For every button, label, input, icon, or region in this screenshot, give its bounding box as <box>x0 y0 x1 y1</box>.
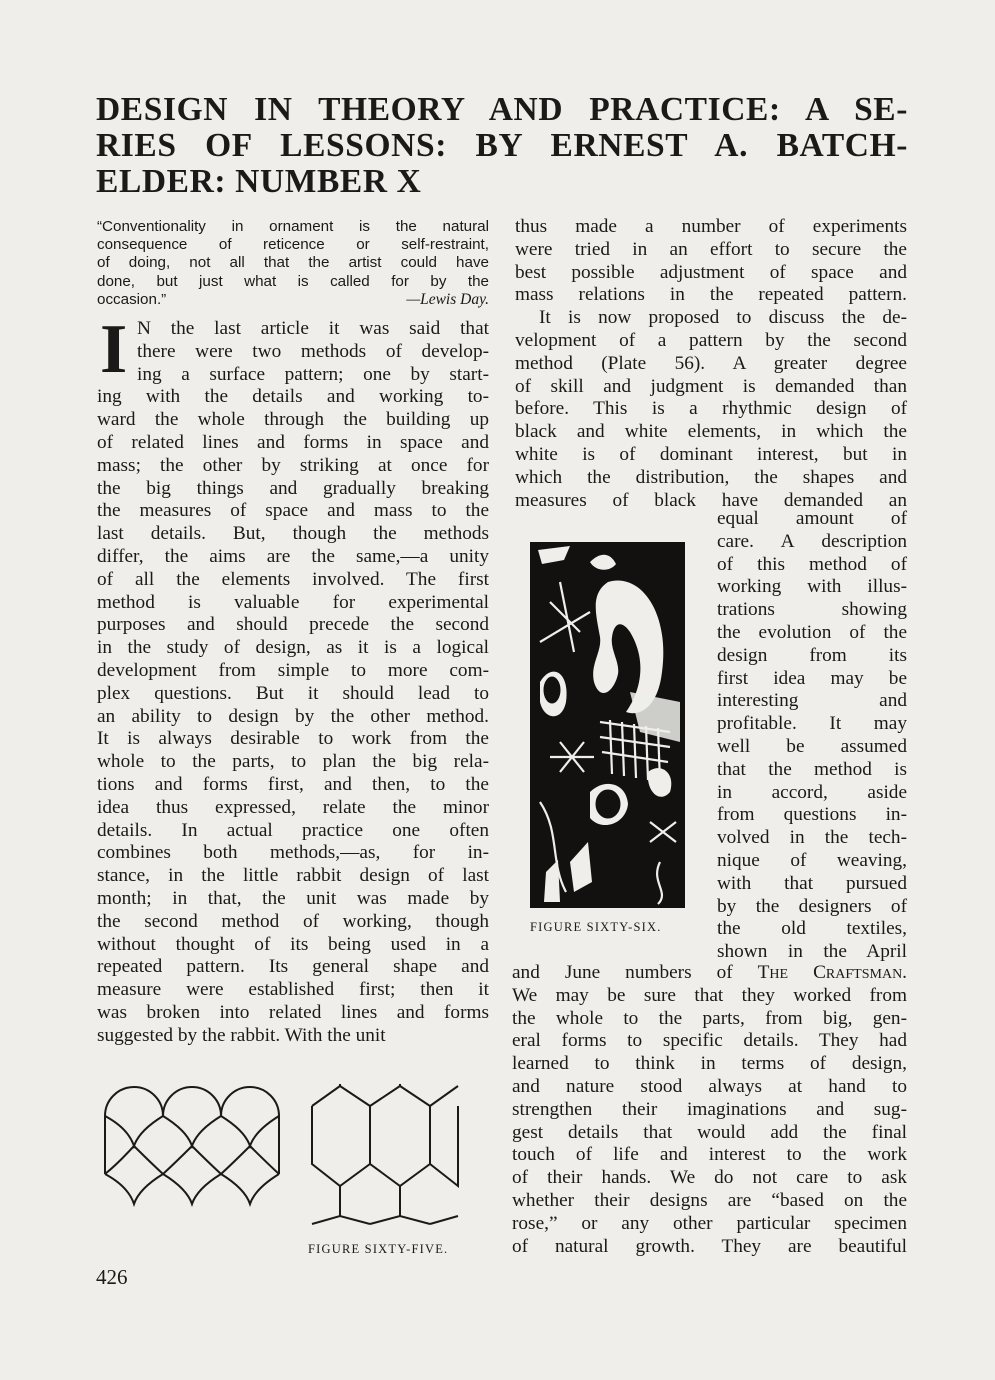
figure-65-illustration <box>100 1084 475 1229</box>
title-line: DESIGN IN THEORY AND PRACTICE: A SE- <box>96 91 908 128</box>
text-line: interesting and <box>717 690 907 712</box>
text-line: working with illus- <box>717 576 907 598</box>
text-line: ward the whole through the building up <box>97 409 489 431</box>
text-line: and nature stood always at hand to <box>512 1075 907 1097</box>
text-line: of related lines and forms in space and <box>97 431 489 453</box>
text-line: of natural growth. They are beautiful <box>512 1235 907 1257</box>
text-line: stance, in the little rabbit design of last <box>97 865 489 887</box>
right-column-wrap <box>717 508 907 964</box>
text-line: method (Plate 56). A greater degree <box>515 352 907 374</box>
text-line: differ, the aims are the same,—a unity <box>97 545 489 567</box>
epigraph-line: of doing, not all that the artist could have <box>97 254 489 272</box>
text-line: equal amount of <box>717 508 907 529</box>
text-line: idea thus expressed, relate the minor <box>97 796 489 818</box>
text-line: the evolution of the <box>717 621 907 643</box>
text-line: month; in that, the unit was made by <box>97 887 489 909</box>
text-line: method is valuable for experimental <box>97 591 489 613</box>
text-line: design from its <box>717 644 907 666</box>
text-line: from questions in- <box>717 804 907 826</box>
text-line: there were two methods of develop- <box>137 340 489 362</box>
figure-66-caption: FIGURE SIXTY-SIX. <box>530 920 662 934</box>
title-line: ELDER: NUMBER X <box>96 163 422 200</box>
text-line: repeated pattern. Its general shape and <box>97 956 489 978</box>
text-line: with that pursued <box>717 872 907 894</box>
epigraph-line: consequence of reticence or self-restraint, <box>97 236 489 254</box>
text-line: black and white elements, in which the <box>515 421 907 443</box>
text-line: rose,” or any other particular specimen <box>512 1212 907 1234</box>
text-line: by the designers of <box>717 895 907 917</box>
text-line: the measures of space and mass to the <box>97 500 489 522</box>
text-line: eral forms to specific details. They had <box>512 1030 907 1052</box>
right-column-bottom <box>512 962 907 1258</box>
text-line: of this method of <box>717 553 907 575</box>
text-line: were tried in an effort to secure the <box>515 238 907 260</box>
text-line: the second method of working, though <box>97 910 489 932</box>
text-line: whether their designs are “based on the <box>512 1189 907 1211</box>
text-line: velopment of a pattern by the second <box>515 329 907 351</box>
text-line: of all the elements involved. The first <box>97 568 489 590</box>
text-line: profitable. It may <box>717 713 907 735</box>
text-line: learned to think in terms of design, <box>512 1053 907 1075</box>
text-line: suggested by the rabbit. With the unit <box>97 1024 386 1046</box>
text-line: N the last article it was said that <box>137 318 489 339</box>
text-line: ing a surface pattern; one by start- <box>137 363 489 385</box>
epigraph-line: occasion.” <box>97 290 167 308</box>
text-line: volved in the tech- <box>717 827 907 849</box>
text-line: purposes and should precede the second <box>97 614 489 636</box>
text-line: plex questions. But it should lead to <box>97 682 489 704</box>
text-line: It is now proposed to discuss the de- <box>539 307 907 329</box>
text-line: thus made a number of experiments <box>515 216 907 237</box>
text-line: the old textiles, <box>717 918 907 940</box>
drop-cap: I <box>100 311 128 388</box>
text-line: shown in the April <box>717 941 907 963</box>
epigraph-line: done, but just what is called for by the <box>97 272 489 290</box>
text-line: last details. But, though the methods <box>97 523 489 545</box>
text-line: It is always desirable to work from the <box>97 728 489 750</box>
text-line: combines both methods,—as, for in- <box>97 842 489 864</box>
text-line <box>512 962 907 985</box>
article-title <box>96 92 908 200</box>
text-line: measures of black have demanded an <box>515 489 907 511</box>
text-line: was broken into related lines and forms <box>97 1001 489 1023</box>
epigraph-attribution: —Lewis Day. <box>406 291 489 308</box>
figure-66-illustration <box>530 542 685 908</box>
text-line: trations showing <box>717 599 907 621</box>
text-line: touch of life and interest to the work <box>512 1144 907 1166</box>
figure-65-caption: FIGURE SIXTY-FIVE. <box>308 1242 449 1256</box>
text-line: ing with the details and working to- <box>97 386 489 408</box>
text-line: of skill and judgment is demanded than <box>515 375 907 397</box>
text-line: an ability to design by the other method. <box>97 705 489 727</box>
text-line: development from simple to more com- <box>97 659 489 681</box>
text-fragment: and June numbers of <box>512 962 758 983</box>
text-line: of their hands. We do not care to ask <box>512 1167 907 1189</box>
text-line: care. A description <box>717 530 907 552</box>
text-line: best possible adjustment of space and <box>515 261 907 283</box>
page-number: 426 <box>96 1265 128 1289</box>
text-line: We may be sure that they worked from <box>512 984 907 1006</box>
right-column-top <box>515 216 907 512</box>
text-line: measure were established first; then it <box>97 979 489 1001</box>
text-line: tions and forms first, and then, to the <box>97 773 489 795</box>
text-line: without thought of its being used in a <box>97 933 489 955</box>
epigraph <box>97 218 489 309</box>
text-line: in accord, aside <box>717 781 907 803</box>
epigraph-line: “Conventionality in ornament is the natural <box>97 218 489 235</box>
left-column <box>97 311 489 1048</box>
text-line: whole to the parts, to plan the big rela- <box>97 751 489 773</box>
title-line: RIES OF LESSONS: BY ERNEST A. BATCH- <box>96 127 908 164</box>
text-line: before. This is a rhythmic design of <box>515 398 907 420</box>
text-line: mass; the other by striking at once for <box>97 454 489 476</box>
text-line: well be assumed <box>717 735 907 757</box>
text-line: mass relations in the repeated pattern. <box>515 284 907 306</box>
text-line: strengthen their imaginations and sug- <box>512 1098 907 1120</box>
text-line: the big things and gradually breaking <box>97 477 489 499</box>
text-line: that the method is <box>717 758 907 780</box>
text-line: nique of weaving, <box>717 849 907 871</box>
text-line: details. In actual practice one often <box>97 819 489 841</box>
text-line: which the distribution, the shapes and <box>515 466 907 488</box>
text-line: the whole to the parts, from big, gen- <box>512 1007 907 1029</box>
text-line: first idea may be <box>717 667 907 689</box>
text-line: white is of dominant interest, but in <box>515 443 907 465</box>
text-line: in the study of design, as it is a logical <box>97 637 489 659</box>
text-line: gest details that would add the final <box>512 1121 907 1143</box>
magazine-name: The Craftsman. <box>757 962 907 983</box>
